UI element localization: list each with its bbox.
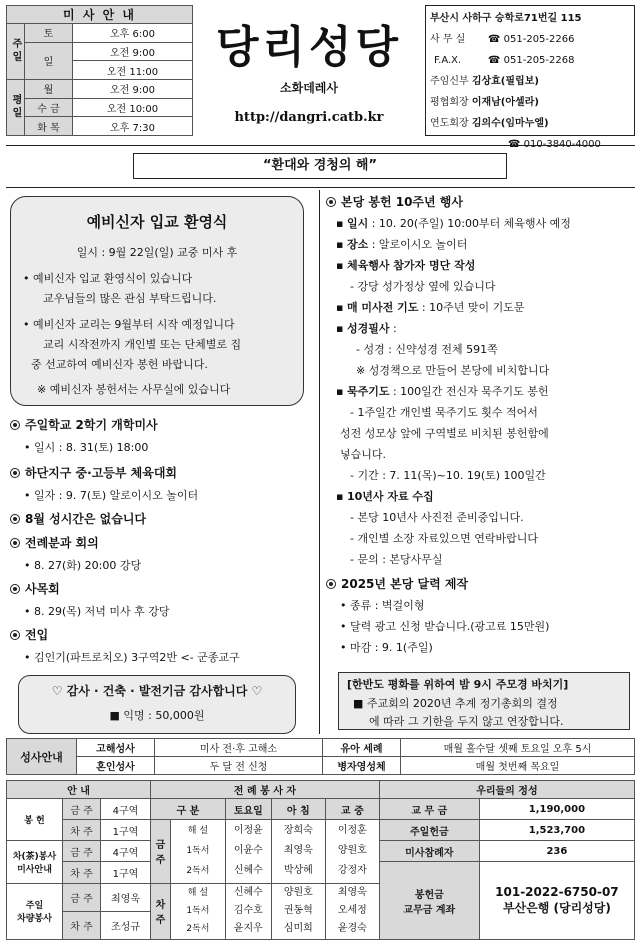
sacrament-cell: 매월 첫번째 목요일 [401,757,635,775]
bullet-icon [10,630,20,640]
announcement-line: • 8. 27(화) 20:00 강당 [24,559,142,572]
contact-info [425,5,635,150]
sacrament-cell: 병자영성체 [323,757,401,775]
anniversary-title: 본당 봉헌 10주년 행사 [341,195,463,209]
bullet-icon [10,420,20,430]
calendar-line: • 마감 : 9. 1(주일) [340,641,433,654]
this-morning-servers: 장희숙 최영욱 박상혜 [271,820,325,883]
anniversary-item: ▪ 매 미사전 기도 : 10주년 맞이 기도문 [336,301,525,314]
address: 부산시 사하구 승학로71번길 115 [430,13,582,24]
this-saturday-servers: 이정윤 이윤수 신혜수 [225,820,271,883]
council-name: 이재남(아셀라) [471,97,539,108]
phone-icon: ☎ [488,34,504,45]
pastor-label: 주임신부 [430,76,469,87]
bullet-icon [10,584,20,594]
sacrament-table [6,738,635,775]
anniversary-item: ▪ 10년사 자료 수집 [336,490,434,503]
next-morning-servers: 양원호 권동혁 심미희 [271,883,325,939]
anniversary-sub: ※ 성경책으로 만들어 본당에 비치합니다 [356,364,550,377]
calendar-line: • 종류 : 벽걸이형 [340,599,425,612]
anniversary-sub: - 1주일간 개인별 묵주기도 횟수 적어서 [350,406,538,419]
mass-day: 일 [25,42,73,79]
senior-phone: 010-3840-4000 [523,139,601,150]
guide-value: 4구역 [101,799,151,820]
announcement-line: • 일자 : 9. 7(토) 알로이시오 놀이터 [24,489,199,502]
peace-title: [한반도 평화를 위하여 밤 9시 주모경 바치기] [347,678,569,691]
weekday-label: 평일 [7,79,25,135]
mass-time: 오후 7:30 [73,117,193,136]
guide-category: 차(茶)봉사 미사안내 [7,841,63,883]
mass-schedule-table [6,5,193,136]
catechumen-title: 예비신자 입교 환영식 [86,213,228,231]
catechumen-box [10,196,304,406]
sacrament-cell: 두 달 전 신청 [155,757,323,775]
sacrament-cell: 혼인성사 [77,757,155,775]
mass-day: 토 [25,24,73,43]
mass-day: 월 [25,79,73,98]
announcement-title: 8월 성시간은 없습니다 [10,510,310,527]
anniversary-item: ▪ 일시 : 10. 20(주일) 10:00부터 체육행사 예정 [336,217,571,230]
role-labels: 해 설 1독서 2독서 [171,883,226,939]
finance-label: 교 무 금 [379,799,479,820]
service-col-header: 교 중 [325,799,379,820]
guide-week: 차 주 [63,820,101,841]
catechumen-bullet-sub: 교리 시작전까지 개인별 또는 단체별로 집 [43,338,242,351]
bullet-icon [326,197,336,207]
anniversary-item: ▪ 장소 : 알로이시오 놀이터 [336,238,468,251]
anniversary-sub: - 문의 : 본당사무실 [350,553,443,566]
phone-icon: ☎ [508,139,524,150]
patron-name: 소화데레사 [280,81,338,95]
sacrament-cell: 미사 전·후 고해소 [155,739,323,757]
sacrament-cell: 매월 홀수달 셋째 토요일 오후 5시 [401,739,635,757]
announcement-title: 전례분과 회의 [10,534,310,551]
bullet-icon [10,468,20,478]
anniversary-sub: - 본당 10년사 사진전 준비중입니다. [350,511,524,524]
website-url[interactable]: http://dangri.catb.kr [234,110,384,125]
anniversary-sub: - 강당 성가정상 옆에 있습니다 [350,280,496,293]
senior-name: 김의수(임마누엘) [471,118,549,129]
catechumen-bullet-sub: 교우님들의 많은 관심 부탁드립니다. [43,292,217,305]
finance-value: 1,523,700 [479,820,634,841]
finance-value: 1,190,000 [479,799,634,820]
catechumen-date: 일시 : 9월 22일(일) 교중 미사 후 [76,246,238,259]
catechumen-bullet: • 예비신자 입교 환영식이 있습니다 [23,272,193,285]
catechumen-bullet-sub: 중 선교하여 예비신자 봉헌 바랍니다. [31,358,208,371]
account-value: 101-2022-6750-07 부산은행 (당리성당) [479,862,634,940]
next-saturday-servers: 신혜수 김수호 윤지우 [225,883,271,939]
sacrament-cell: 고해성사 [77,739,155,757]
guide-week: 금 주 [63,841,101,862]
service-header: 전 례 봉 사 자 [151,781,380,799]
donation-thanks-title: ♡ 감사 · 건축 · 발전기금 감사합니다 ♡ [51,684,263,698]
senior-label: 연도회장 [430,118,469,129]
service-finance-table [6,780,635,940]
guide-week: 차 주 [63,911,101,939]
anniversary-item: ▪ 체육행사 참가자 명단 작성 [336,259,476,272]
service-col-header: 토요일 [225,799,271,820]
mass-title: 미 사 안 내 [7,6,193,24]
service-col-header: 구 분 [151,799,226,820]
guide-value: 조성규 [101,911,151,939]
sacrament-cell: 유아 세례 [323,739,401,757]
phone-icon: ☎ [488,55,504,66]
donation-thanks-box [18,675,296,734]
office-phone: 051-205-2266 [503,34,575,45]
guide-value: 1구역 [101,862,151,883]
bullet-icon [326,579,336,589]
catechumen-note: ※ 예비신자 봉헌서는 사무실에 있습니다 [37,383,231,396]
announcement-line: • 김인기(파트로치오) 3구역2반 <- 군종교구 [24,651,240,664]
anniversary-item: ▪ 묵주기도 : 100일간 전신자 묵주기도 봉헌 [336,385,549,398]
finance-header: 우리들의 정성 [379,781,634,799]
guide-category: 봉 헌 [7,799,63,841]
mass-time: 오전 11:00 [73,61,193,80]
mass-time: 오전 10:00 [73,98,193,117]
anniversary-sub: - 기간 : 7. 11(목)~10. 19(토) 100일간 [350,469,546,482]
office-label: 사 무 실 [430,34,466,45]
next-week-label: 차 주 [151,883,171,939]
mass-time: 오전 9:00 [73,42,193,61]
anniversary-sub: - 성경 : 신약성경 전체 591쪽 [356,343,498,356]
sunday-label: 주일 [7,24,25,80]
this-week-label: 금 주 [151,820,171,883]
guide-value: 4구역 [101,841,151,862]
guide-week: 차 주 [63,862,101,883]
next-main-servers: 최영욱 오세정 윤경숙 [325,883,379,939]
announcement-title: 주일학교 2학기 개학미사 [10,416,310,433]
mass-day: 수 금 [25,98,73,117]
peace-prayer-box [338,672,630,730]
church-name: 당리성당 [215,22,402,73]
guide-week: 금 주 [63,799,101,820]
mass-time: 오후 6:00 [73,24,193,43]
bullet-icon [10,538,20,548]
guide-value: 최영욱 [101,883,151,911]
year-theme: “환대와 경청의 해” [133,153,507,179]
donation-line: ■ 익명 : 50,000원 [109,709,205,722]
announcement-line: • 일시 : 8. 31(토) 18:00 [24,441,149,454]
anniversary-sub: 성전 성모상 앞에 구역별로 비치된 봉헌함에 [340,427,549,440]
anniversary-sub: - 개인별 소장 자료있으면 연락바랍니다 [350,532,538,545]
guide-value: 1구역 [101,820,151,841]
guide-category: 주일 차량봉사 [7,883,63,939]
role-labels: 해 설 1독서 2독서 [171,820,226,883]
announcement-line: • 8. 29(목) 저녁 미사 후 강당 [24,605,170,618]
this-main-servers: 이정훈 양원호 강정자 [325,820,379,883]
guide-header: 안 내 [7,781,151,799]
anniversary-sub: 넣습니다. [340,448,387,461]
announcement-title: 전입 [10,626,310,643]
calendar-title: 2025년 본당 달력 제작 [341,577,469,591]
right-announcements [326,192,632,658]
peace-line: ■ 주교회의 2020년 추계 정기총회의 결정 [353,697,558,710]
finance-label: 주일헌금 [379,820,479,841]
finance-value: 236 [479,841,634,862]
calendar-line: • 달력 광고 신청 받습니다.(광고료 15만원) [340,620,550,633]
fax-number: 051-205-2268 [503,55,575,66]
column-divider [319,190,320,734]
left-announcements [10,416,310,672]
peace-line: 에 따라 그 기한을 두지 않고 연장합니다. [369,715,564,728]
pastor-name: 김상효(필립보) [471,76,539,87]
divider [6,145,635,146]
sacrament-label: 성사안내 [7,739,77,775]
divider [6,187,635,188]
finance-label: 미사참례자 [379,841,479,862]
title-block [196,5,422,136]
catechumen-bullet: • 예비신자 교리는 9월부터 시작 예정입니다 [23,318,235,331]
announcement-title: 하단지구 중·고등부 체육대회 [10,464,310,481]
mass-day: 화 목 [25,117,73,136]
guide-week: 금 주 [63,883,101,911]
service-col-header: 아 침 [271,799,325,820]
mass-time: 오전 9:00 [73,79,193,98]
account-label: 봉헌금 교무금 계좌 [379,862,479,940]
bullet-icon [10,514,20,524]
announcement-title: 사목회 [10,580,310,597]
fax-label: F.A.X. [434,55,462,66]
anniversary-item: ▪ 성경필사 : [336,322,397,335]
council-label: 평협회장 [430,97,469,108]
